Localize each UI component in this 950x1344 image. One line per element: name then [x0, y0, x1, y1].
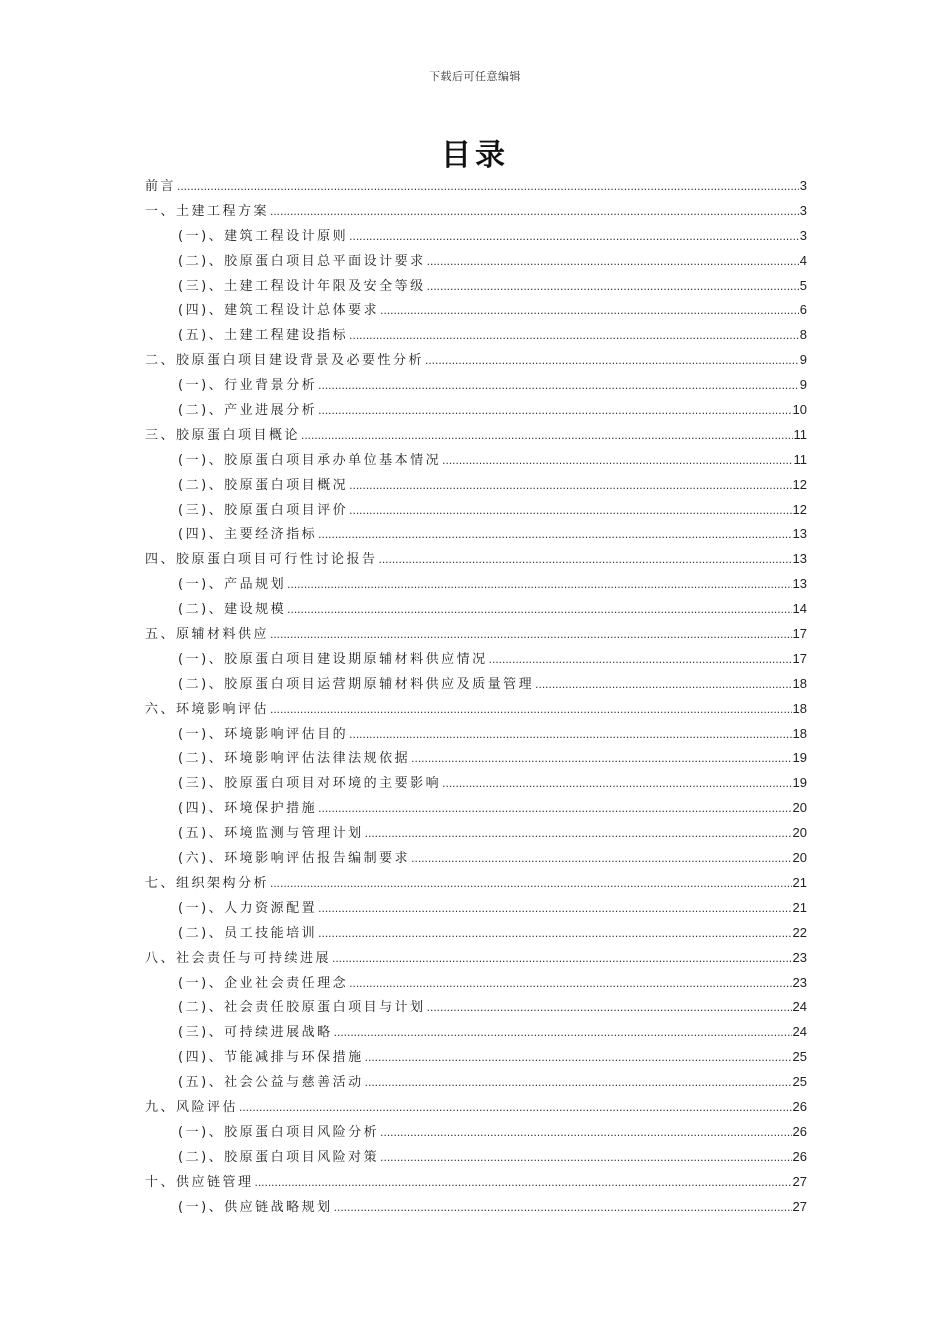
toc-entry-page: 26 — [792, 1098, 807, 1114]
toc-entry-page: 20 — [792, 825, 807, 841]
toc-entry-label: (一)、人力资源配置 — [178, 900, 318, 916]
dot-leader — [318, 373, 799, 398]
toc-entry-sub[interactable] — [145, 1145, 807, 1170]
dot-leader — [349, 722, 791, 747]
dot-leader — [427, 274, 799, 299]
toc-entry-page: 10 — [792, 402, 807, 418]
toc-entry-label: (一)、供应链战略规划 — [178, 1199, 333, 1215]
toc-entry-sub[interactable] — [145, 1120, 807, 1145]
toc-entry-label: (五)、环境监测与管理计划 — [178, 826, 364, 842]
toc-entry-sub[interactable] — [145, 572, 807, 597]
toc-entry-label: 一、土建工程方案 — [145, 203, 270, 219]
toc-entry-sub[interactable] — [145, 796, 807, 821]
toc-entry-sub[interactable] — [145, 274, 807, 299]
toc-entry-label: (四)、建筑工程设计总体要求 — [178, 303, 380, 319]
toc-entry-sub[interactable] — [145, 821, 807, 846]
toc-entry-label: (二)、员工技能培训 — [178, 925, 318, 941]
dot-leader — [255, 1170, 792, 1195]
dot-leader — [177, 174, 799, 199]
toc-entry-sub[interactable] — [145, 672, 807, 697]
toc-entry-page: 9 — [799, 352, 807, 368]
toc-entry-sub[interactable] — [145, 896, 807, 921]
dot-leader — [425, 348, 799, 373]
toc-entry-sub[interactable] — [145, 373, 807, 398]
dot-leader — [365, 821, 792, 846]
toc-entry-page: 25 — [792, 1074, 807, 1090]
dot-leader — [318, 522, 791, 547]
dot-leader — [349, 224, 799, 249]
toc-entry-label: (一)、胶原蛋白项目风险分析 — [178, 1124, 380, 1140]
toc-entry-sub[interactable] — [145, 473, 807, 498]
toc-entry[interactable] — [145, 199, 807, 224]
toc-entry-label: 六、环境影响评估 — [145, 701, 270, 717]
toc-entry-sub[interactable] — [145, 1195, 807, 1220]
toc-list — [145, 174, 807, 1219]
toc-entry-label: (一)、胶原蛋白项目承办单位基本情况 — [178, 452, 442, 468]
toc-entry-label: (六)、环境影响评估报告编制要求 — [178, 851, 411, 867]
toc-entry[interactable] — [145, 547, 807, 572]
toc-entry-page: 24 — [792, 999, 807, 1015]
toc-entry-label: 八、社会责任与可持续进展 — [145, 950, 332, 966]
toc-entry-page: 25 — [792, 1049, 807, 1065]
toc-entry-page: 27 — [792, 1173, 807, 1189]
dot-leader — [379, 547, 792, 572]
toc-entry-label: (一)、行业背景分析 — [178, 378, 318, 394]
toc-entry-label: (二)、环境影响评估法律法规依据 — [178, 751, 411, 767]
toc-entry-label: (一)、环境影响评估目的 — [178, 726, 349, 742]
toc-entry[interactable] — [145, 423, 807, 448]
toc-entry-label: 七、组织架构分析 — [145, 875, 270, 891]
toc-entry-sub[interactable] — [145, 746, 807, 771]
toc-entry[interactable] — [145, 697, 807, 722]
toc-entry-page: 11 — [793, 451, 807, 467]
toc-entry-page: 9 — [799, 377, 807, 393]
toc-entry-page: 21 — [792, 874, 807, 890]
toc-entry-sub[interactable] — [145, 995, 807, 1020]
toc-entry[interactable] — [145, 622, 807, 647]
dot-leader — [349, 473, 791, 498]
toc-entry-page: 12 — [792, 476, 807, 492]
toc-entry[interactable] — [145, 1095, 807, 1120]
toc-entry-label: (五)、土建工程建设指标 — [178, 328, 349, 344]
toc-entry-sub[interactable] — [145, 249, 807, 274]
toc-entry-sub[interactable] — [145, 1045, 807, 1070]
toc-entry-sub[interactable] — [145, 647, 807, 672]
toc-entry-sub[interactable] — [145, 323, 807, 348]
toc-entry-label: 二、胶原蛋白项目建设背景及必要性分析 — [145, 353, 425, 369]
toc-entry-page: 27 — [792, 1198, 807, 1214]
dot-leader — [427, 995, 792, 1020]
toc-entry-page: 4 — [799, 252, 807, 268]
toc-entry[interactable] — [145, 1170, 807, 1195]
toc-entry-label: (三)、胶原蛋白项目对环境的主要影响 — [178, 776, 442, 792]
toc-entry-sub[interactable] — [145, 846, 807, 871]
toc-entry-sub[interactable] — [145, 771, 807, 796]
dot-leader — [332, 946, 792, 971]
toc-entry-sub[interactable] — [145, 398, 807, 423]
toc-entry-page: 20 — [792, 800, 807, 816]
toc-entry-page: 6 — [799, 302, 807, 318]
toc-entry-page: 23 — [792, 949, 807, 965]
toc-entry-label: (三)、可持续进展战略 — [178, 1025, 333, 1041]
dot-leader — [334, 1020, 792, 1045]
dot-leader — [365, 1070, 792, 1095]
toc-entry-sub[interactable] — [145, 597, 807, 622]
dot-leader — [301, 423, 792, 448]
dot-leader — [334, 1195, 792, 1220]
toc-entry-label: (一)、产品规划 — [178, 577, 287, 593]
toc-entry-sub[interactable] — [145, 1070, 807, 1095]
dot-leader — [535, 672, 791, 697]
dot-leader — [318, 796, 791, 821]
toc-entry-page: 17 — [792, 650, 807, 666]
toc-entry[interactable] — [145, 946, 807, 971]
toc-entry[interactable] — [145, 871, 807, 896]
dot-leader — [365, 1045, 792, 1070]
dot-leader — [270, 199, 799, 224]
toc-entry-sub[interactable] — [145, 921, 807, 946]
dot-leader — [380, 298, 799, 323]
toc-entry-page: 11 — [793, 426, 807, 442]
dot-leader — [287, 597, 791, 622]
toc-entry-label: (二)、社会责任胶原蛋白项目与计划 — [178, 1000, 426, 1016]
toc-entry-page: 20 — [792, 850, 807, 866]
toc-entry-label: 前言 — [145, 179, 177, 194]
dot-leader — [287, 572, 791, 597]
toc-entry-page: 3 — [799, 227, 807, 243]
toc-entry-label: (二)、胶原蛋白项目运营期原辅材料供应及质量管理 — [178, 676, 535, 692]
toc-entry-label: (二)、建设规模 — [178, 602, 287, 618]
toc-entry-label: (二)、胶原蛋白项目概况 — [178, 477, 349, 493]
toc-entry-label: 三、胶原蛋白项目概论 — [145, 427, 301, 443]
toc-entry-page: 18 — [792, 700, 807, 716]
dot-leader — [270, 622, 792, 647]
toc-entry-page: 18 — [792, 675, 807, 691]
toc-entry-label: 四、胶原蛋白项目可行性讨论报告 — [145, 552, 378, 568]
dot-leader — [318, 921, 791, 946]
toc-entry-page: 13 — [792, 526, 807, 542]
toc-entry-label: (二)、胶原蛋白项目风险对策 — [178, 1149, 380, 1165]
toc-entry-label: (一)、建筑工程设计原则 — [178, 228, 349, 244]
toc-entry-page: 8 — [799, 327, 807, 343]
dot-leader — [411, 746, 791, 771]
toc-entry-page: 13 — [792, 551, 807, 567]
toc-entry-label: (二)、产业进展分析 — [178, 403, 318, 419]
toc-entry-sub[interactable] — [145, 1020, 807, 1045]
toc-entry-sub[interactable] — [145, 298, 807, 323]
toc-entry-page: 12 — [792, 501, 807, 517]
toc-entry[interactable] — [145, 174, 807, 199]
toc-entry-label: 五、原辅材料供应 — [145, 627, 270, 643]
toc-entry-page: 14 — [792, 601, 807, 617]
toc-entry-page: 26 — [792, 1148, 807, 1164]
dot-leader — [349, 323, 799, 348]
toc-entry-page: 21 — [792, 899, 807, 915]
toc-entry-label: (一)、企业社会责任理念 — [178, 975, 349, 991]
toc-entry-page: 22 — [792, 924, 807, 940]
dot-leader — [318, 896, 791, 921]
dot-leader — [427, 249, 799, 274]
toc-entry-sub[interactable] — [145, 722, 807, 747]
toc-entry-page: 19 — [792, 775, 807, 791]
dot-leader — [380, 1145, 791, 1170]
toc-entry-sub[interactable] — [145, 224, 807, 249]
toc-entry-page: 26 — [792, 1123, 807, 1139]
dot-leader — [411, 846, 791, 871]
toc-title: 目录 — [441, 138, 509, 173]
dot-leader — [349, 498, 791, 523]
toc-entry-label: (三)、土建工程设计年限及安全等级 — [178, 278, 426, 294]
toc-entry-label: (一)、胶原蛋白项目建设期原辅材料供应情况 — [178, 651, 488, 667]
toc-entry-sub[interactable] — [145, 522, 807, 547]
dot-leader — [318, 398, 791, 423]
toc-entry-label: (四)、节能减排与环保措施 — [178, 1050, 364, 1066]
toc-entry-label: 十、供应链管理 — [145, 1174, 254, 1190]
toc-entry-page: 23 — [792, 974, 807, 990]
dot-leader — [270, 697, 792, 722]
dot-leader — [380, 1120, 791, 1145]
toc-entry-page: 3 — [799, 178, 807, 193]
dot-leader — [239, 1095, 792, 1120]
dot-leader — [442, 448, 792, 473]
toc-entry-sub[interactable] — [145, 971, 807, 996]
toc-entry-label: (四)、环境保护措施 — [178, 801, 318, 817]
toc-entry-page: 18 — [792, 725, 807, 741]
header-note: 下载后可任意编辑 — [429, 70, 521, 83]
dot-leader — [489, 647, 792, 672]
toc-entry-label: 九、风险评估 — [145, 1099, 239, 1115]
toc-entry-page: 19 — [792, 750, 807, 766]
toc-entry-label: (五)、社会公益与慈善活动 — [178, 1075, 364, 1091]
toc-entry-page: 24 — [792, 1024, 807, 1040]
dot-leader — [442, 771, 791, 796]
toc-entry-page: 3 — [799, 202, 807, 218]
toc-entry-label: (三)、胶原蛋白项目评价 — [178, 502, 349, 518]
dot-leader — [349, 971, 791, 996]
toc-entry-page: 17 — [792, 626, 807, 642]
toc-entry-label: (二)、胶原蛋白项目总平面设计要求 — [178, 253, 426, 269]
toc-entry-page: 5 — [799, 277, 807, 293]
toc-entry-sub[interactable] — [145, 448, 807, 473]
toc-entry-page: 13 — [792, 576, 807, 592]
toc-entry-label: (四)、主要经济指标 — [178, 527, 318, 543]
dot-leader — [270, 871, 792, 896]
toc-entry-sub[interactable] — [145, 498, 807, 523]
toc-entry[interactable] — [145, 348, 807, 373]
